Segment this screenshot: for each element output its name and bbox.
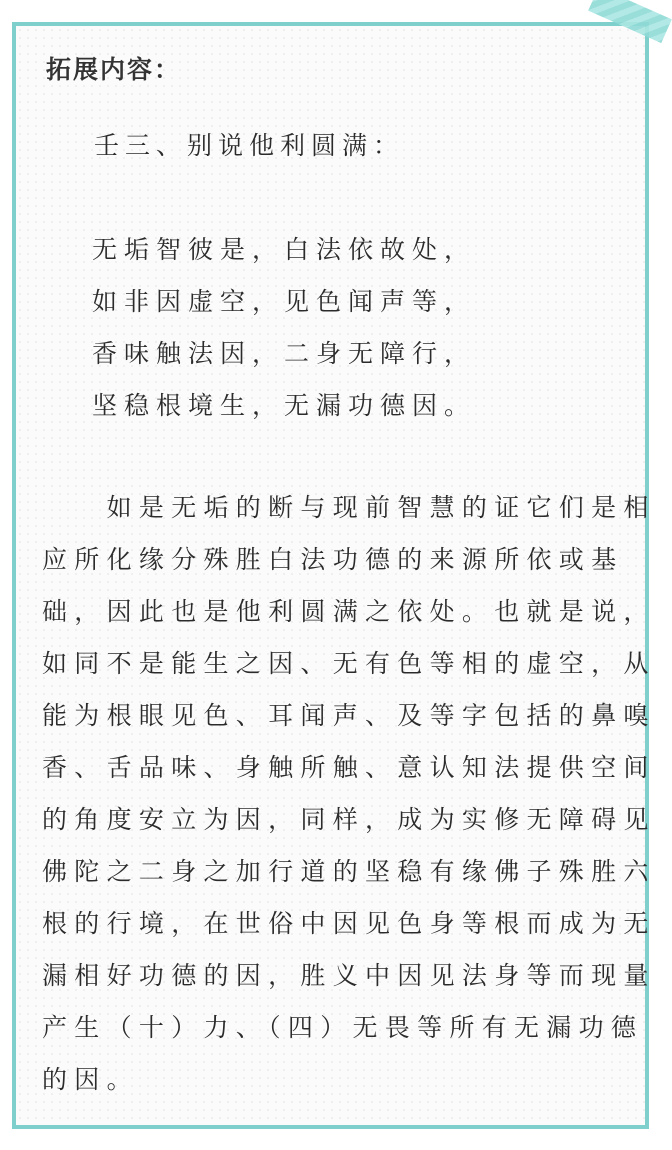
paragraph-line: 能为根眼见色、耳闻声、及等字包括的鼻嗅 — [42, 701, 656, 730]
section-subtitle: 壬三、别说他利圆满： — [94, 131, 405, 160]
paragraph-line: 香、舌品味、身触所触、意认知法提供空间 — [42, 753, 656, 782]
verse-line: 香味触法因，二身无障行， — [92, 339, 477, 368]
paragraph-line: 佛陀之二身之加行道的坚稳有缘佛子殊胜六 — [42, 857, 656, 886]
paragraph-line: 漏相好功德的因，胜义中因见法身等而现量 — [42, 961, 656, 990]
paragraph-line: 应所化缘分殊胜白法功德的来源所依或基 — [42, 545, 624, 574]
verse-line: 无垢智彼是，白法依故处， — [92, 235, 477, 264]
paragraph-line: 产生（十）力、（四）无畏等所有无漏功德 — [42, 1013, 644, 1042]
paragraph-line: 础，因此也是他利圆满之依处。也就是说， — [42, 597, 656, 626]
section-heading: 拓展内容： — [46, 55, 182, 84]
verse-line: 坚稳根境生，无漏功德因。 — [92, 391, 477, 420]
paragraph-line: 的角度安立为因，同样，成为实修无障碍见 — [42, 805, 656, 834]
paragraph-line: 如是无垢的断与现前智慧的证它们是相 — [42, 493, 656, 522]
verse-line: 如非因虚空，见色闻声等， — [92, 287, 477, 316]
content-card — [12, 22, 656, 1129]
verse-block — [92, 224, 476, 432]
paragraph-line: 如同不是能生之因、无有色等相的虚空，从 — [42, 649, 656, 678]
paragraph-line: 的因。 — [42, 1065, 139, 1094]
commentary-paragraph — [42, 482, 656, 1106]
paragraph-line: 根的行境，在世俗中因见色身等根而成为无 — [42, 909, 656, 938]
